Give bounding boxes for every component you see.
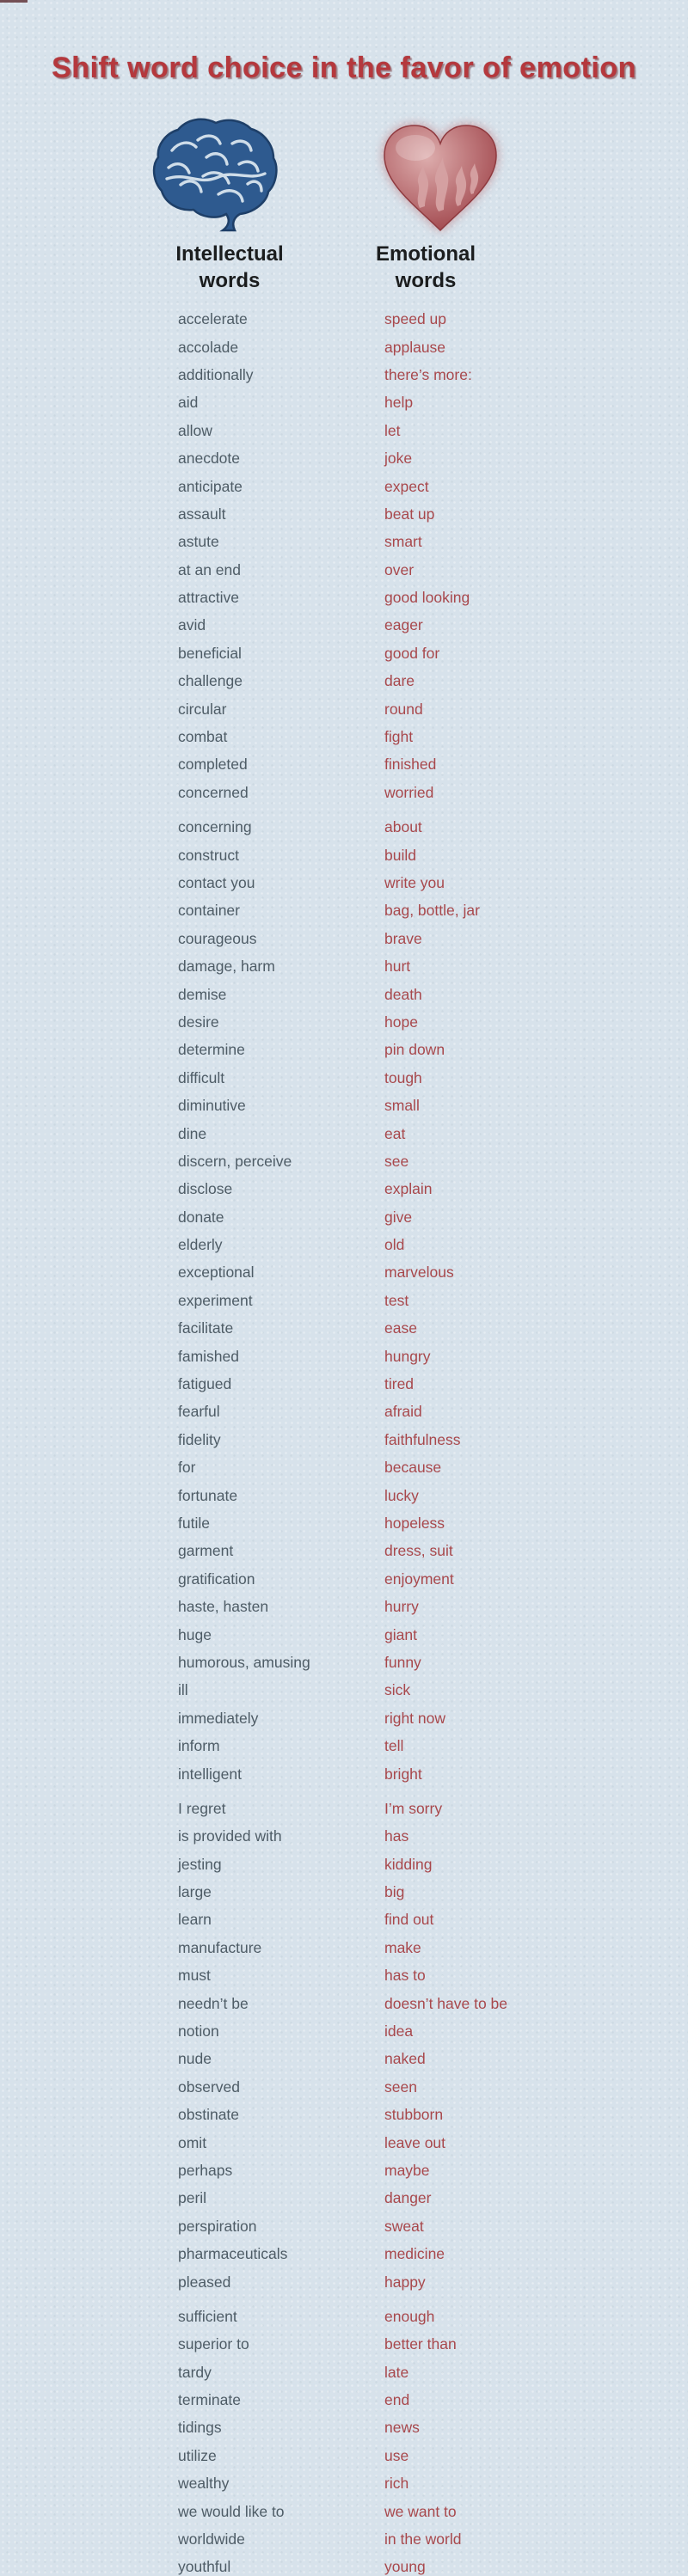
emotional-word: afraid bbox=[384, 1403, 422, 1421]
intellectual-word: nude bbox=[178, 2050, 212, 2068]
emotional-word: make bbox=[384, 1938, 421, 1956]
emotional-word: lucky bbox=[384, 1486, 419, 1504]
table-row bbox=[0, 1509, 688, 1537]
table-row bbox=[0, 2525, 688, 2553]
emotional-word: speed up bbox=[384, 310, 447, 328]
intellectual-word: perspiration bbox=[178, 2217, 257, 2235]
emotional-word: write you bbox=[384, 874, 445, 891]
table-row bbox=[0, 2101, 688, 2128]
table-row bbox=[0, 1989, 688, 2016]
intellectual-word: terminate bbox=[178, 2391, 241, 2409]
intellectual-word: obstinate bbox=[178, 2106, 240, 2124]
intellectual-word: gratification bbox=[178, 1569, 255, 1588]
intellectual-word: famished bbox=[178, 1347, 240, 1365]
table-row bbox=[0, 639, 688, 667]
table-row bbox=[0, 694, 688, 722]
intellectual-word: accolade bbox=[178, 338, 239, 356]
intellectual-word: determine bbox=[178, 1041, 245, 1059]
table-row bbox=[0, 1732, 688, 1759]
emotional-word: eager bbox=[384, 616, 423, 634]
emotional-word: kidding bbox=[384, 1855, 433, 1873]
emotional-word: dare bbox=[384, 672, 415, 690]
table-row bbox=[0, 2497, 688, 2524]
emotional-word: ease bbox=[384, 1319, 417, 1337]
emotional-word: maybe bbox=[384, 2161, 430, 2179]
emotional-word: enjoyment bbox=[384, 1569, 454, 1588]
intellectual-word: circular bbox=[178, 700, 227, 718]
table-row bbox=[0, 1676, 688, 1704]
table-row bbox=[0, 1008, 688, 1036]
intellectual-word: combat bbox=[178, 728, 228, 746]
intellectual-word: jesting bbox=[178, 1855, 222, 1873]
emotional-word: enough bbox=[384, 2307, 435, 2325]
intellectual-word: humorous, amusing bbox=[178, 1653, 310, 1671]
intellectual-header-line2: words bbox=[199, 269, 261, 292]
table-row bbox=[0, 813, 688, 841]
intellectual-word: beneficial bbox=[178, 644, 242, 662]
intellectual-word: exceptional bbox=[178, 1264, 255, 1282]
table-row bbox=[0, 925, 688, 952]
emotional-word: tell bbox=[384, 1737, 404, 1755]
table-row bbox=[0, 1537, 688, 1564]
intellectual-word: ill bbox=[178, 1681, 188, 1699]
table-row bbox=[0, 1426, 688, 1453]
table-row bbox=[0, 869, 688, 896]
table-row bbox=[0, 779, 688, 806]
table-row bbox=[0, 2330, 688, 2358]
emotional-word: applause bbox=[384, 338, 446, 356]
intellectual-word: damage, harm bbox=[178, 958, 275, 976]
emotional-word: worried bbox=[384, 783, 434, 801]
emotional-word: give bbox=[384, 1208, 413, 1226]
scan-artifact bbox=[0, 0, 28, 3]
table-row bbox=[0, 611, 688, 639]
table-row bbox=[0, 472, 688, 499]
emotional-word: medicine bbox=[384, 2245, 445, 2263]
table-row bbox=[0, 2359, 688, 2386]
emotional-word: old bbox=[384, 1236, 405, 1254]
emotional-word: has to bbox=[384, 1967, 426, 1985]
table-row bbox=[0, 952, 688, 980]
table-row bbox=[0, 1565, 688, 1593]
emotional-word: fight bbox=[384, 728, 414, 746]
table-row bbox=[0, 1934, 688, 1961]
table-row bbox=[0, 2553, 688, 2576]
table-row bbox=[0, 1593, 688, 1620]
intellectual-column-header bbox=[126, 241, 333, 294]
emotional-word: doesn’t have to be bbox=[384, 1994, 508, 2012]
table-row bbox=[0, 723, 688, 750]
emotional-word: smart bbox=[384, 533, 422, 551]
table-row bbox=[0, 2073, 688, 2101]
table-row bbox=[0, 1398, 688, 1425]
emotional-word: naked bbox=[384, 2050, 426, 2068]
emotional-word: about bbox=[384, 818, 422, 836]
table-row bbox=[0, 584, 688, 611]
table-row bbox=[0, 1342, 688, 1369]
table-row bbox=[0, 1878, 688, 1906]
emotional-word: small bbox=[384, 1097, 420, 1115]
table-row bbox=[0, 528, 688, 555]
emotional-word: joke bbox=[384, 450, 413, 468]
intellectual-word: haste, hasten bbox=[178, 1598, 269, 1616]
intellectual-word: fatigued bbox=[178, 1375, 232, 1393]
intellectual-word: contact you bbox=[178, 874, 255, 891]
intellectual-word: construct bbox=[178, 846, 239, 864]
emotional-word: funny bbox=[384, 1653, 421, 1671]
table-row bbox=[0, 2469, 688, 2497]
emotional-word: big bbox=[384, 1883, 405, 1901]
table-row bbox=[0, 1064, 688, 1092]
emotional-word: round bbox=[384, 700, 423, 718]
emotional-word: rich bbox=[384, 2475, 409, 2493]
emotional-word: in the world bbox=[384, 2530, 462, 2548]
emotional-word: bag, bottle, jar bbox=[384, 902, 480, 920]
intellectual-word: intelligent bbox=[178, 1765, 242, 1783]
intellectual-word: demise bbox=[178, 985, 227, 1003]
intellectual-word: experiment bbox=[178, 1291, 253, 1309]
table-row bbox=[0, 1822, 688, 1850]
emotional-word: leave out bbox=[384, 2133, 446, 2151]
intellectual-word: must bbox=[178, 1967, 211, 1985]
emotional-word: late bbox=[384, 2363, 409, 2381]
emotional-word: eat bbox=[384, 1124, 406, 1142]
intellectual-word: challenge bbox=[178, 672, 243, 690]
table-row bbox=[0, 2212, 688, 2240]
intellectual-word: courageous bbox=[178, 929, 257, 947]
table-row bbox=[0, 1453, 688, 1481]
intellectual-word: dine bbox=[178, 1124, 207, 1142]
emotional-word: build bbox=[384, 846, 416, 864]
intellectual-word: discern, perceive bbox=[178, 1152, 292, 1170]
table-row bbox=[0, 980, 688, 1007]
intellectual-word: for bbox=[178, 1459, 196, 1477]
table-row bbox=[0, 1092, 688, 1119]
page-title: Shift word choice in the favor of emotion bbox=[52, 52, 636, 84]
table-row bbox=[0, 1850, 688, 1877]
emotional-word: beat up bbox=[384, 505, 435, 523]
emotional-word: I’m sorry bbox=[384, 1799, 443, 1817]
emotional-word: use bbox=[384, 2446, 409, 2464]
intellectual-word: pharmaceuticals bbox=[178, 2245, 288, 2263]
intellectual-word: garment bbox=[178, 1542, 234, 1560]
intellectual-word: aid bbox=[178, 394, 199, 412]
table-row bbox=[0, 2267, 688, 2295]
table-row bbox=[0, 2414, 688, 2441]
emotional-word: expect bbox=[384, 477, 429, 495]
table-row bbox=[0, 750, 688, 778]
emotional-word: idea bbox=[384, 2022, 414, 2041]
intellectual-word: superior to bbox=[178, 2335, 249, 2353]
emotional-word: pin down bbox=[384, 1041, 445, 1059]
emotional-word: tough bbox=[384, 1068, 422, 1086]
intellectual-word: fearful bbox=[178, 1403, 220, 1421]
emotional-word: dress, suit bbox=[384, 1542, 453, 1560]
intellectual-word: peril bbox=[178, 2189, 207, 2207]
intellectual-word: is provided with bbox=[178, 1827, 282, 1845]
intellectual-word: facilitate bbox=[178, 1319, 234, 1337]
table-row bbox=[0, 1287, 688, 1314]
emotional-word: faithfulness bbox=[384, 1430, 461, 1448]
emotional-word: good for bbox=[384, 644, 440, 662]
intellectual-word: additionally bbox=[178, 365, 254, 383]
table-row bbox=[0, 500, 688, 528]
intellectual-word: notion bbox=[178, 2022, 219, 2041]
intellectual-word: inform bbox=[178, 1737, 220, 1755]
emotional-word: has bbox=[384, 1827, 409, 1845]
intellectual-word: sufficient bbox=[178, 2307, 237, 2325]
intellectual-word: we would like to bbox=[178, 2502, 285, 2520]
intellectual-word: perhaps bbox=[178, 2161, 233, 2179]
intellectual-word: tardy bbox=[178, 2363, 212, 2381]
intellectual-word: anticipate bbox=[178, 477, 243, 495]
emotional-word: over bbox=[384, 560, 415, 578]
intellectual-word: at an end bbox=[178, 560, 241, 578]
emotional-word: help bbox=[384, 394, 414, 412]
intellectual-word: attractive bbox=[178, 589, 239, 607]
intellectual-word: manufacture bbox=[178, 1938, 262, 1956]
emotional-header-line1: Emotional bbox=[375, 242, 476, 266]
emotional-word: good looking bbox=[384, 589, 470, 607]
emotional-word: sweat bbox=[384, 2217, 424, 2235]
intellectual-header-line1: Intellectual bbox=[175, 242, 284, 266]
intellectual-word: huge bbox=[178, 1625, 212, 1643]
emotional-header-line2: words bbox=[395, 269, 457, 292]
table-row bbox=[0, 1036, 688, 1063]
intellectual-word: difficult bbox=[178, 1068, 225, 1086]
intellectual-word: fortunate bbox=[178, 1486, 238, 1504]
intellectual-word: youthful bbox=[178, 2558, 231, 2576]
table-row bbox=[0, 389, 688, 416]
emotional-word: young bbox=[384, 2558, 426, 2576]
table-row bbox=[0, 361, 688, 389]
intellectual-word: fidelity bbox=[178, 1430, 221, 1448]
intellectual-word: large bbox=[178, 1883, 212, 1901]
emotional-word: better than bbox=[384, 2335, 457, 2353]
table-row bbox=[0, 1231, 688, 1258]
emotional-word: test bbox=[384, 1291, 409, 1309]
table-row bbox=[0, 1481, 688, 1508]
intellectual-word: immediately bbox=[178, 1709, 259, 1727]
table-row bbox=[0, 1370, 688, 1398]
intellectual-word: completed bbox=[178, 756, 248, 774]
emotional-word: stubborn bbox=[384, 2106, 444, 2124]
emotional-word: danger bbox=[384, 2189, 432, 2207]
intellectual-word: elderly bbox=[178, 1236, 223, 1254]
table-row bbox=[0, 1759, 688, 1787]
intellectual-word: omit bbox=[178, 2133, 207, 2151]
emotional-word: news bbox=[384, 2419, 420, 2437]
table-row bbox=[0, 1704, 688, 1732]
table-row bbox=[0, 417, 688, 444]
emotional-word: end bbox=[384, 2391, 410, 2409]
intellectual-word: concerned bbox=[178, 783, 249, 801]
emotional-word: hopeless bbox=[384, 1514, 445, 1532]
emotional-word: sick bbox=[384, 1681, 411, 1699]
intellectual-word: utilize bbox=[178, 2446, 217, 2464]
emotional-word: happy bbox=[384, 2273, 426, 2291]
emotional-word: see bbox=[384, 1152, 409, 1170]
table-row bbox=[0, 2045, 688, 2072]
brain-icon bbox=[146, 115, 286, 236]
intellectual-word: accelerate bbox=[178, 310, 248, 328]
emotional-column-header bbox=[322, 241, 529, 294]
intellectual-word: I regret bbox=[178, 1799, 226, 1817]
emotional-word: let bbox=[384, 421, 401, 439]
flaming-heart-icon bbox=[375, 119, 506, 237]
intellectual-word: learn bbox=[178, 1911, 212, 1929]
table-row bbox=[0, 444, 688, 472]
table-row bbox=[0, 2157, 688, 2184]
intellectual-word: diminutive bbox=[178, 1097, 246, 1115]
table-row bbox=[0, 2303, 688, 2330]
intellectual-word: assault bbox=[178, 505, 226, 523]
emotional-word: giant bbox=[384, 1625, 417, 1643]
emotional-word: there’s more: bbox=[384, 365, 472, 383]
table-row bbox=[0, 896, 688, 924]
table-row bbox=[0, 2386, 688, 2414]
intellectual-word: tidings bbox=[178, 2419, 222, 2437]
emotional-word: brave bbox=[384, 929, 422, 947]
emotional-word: we want to bbox=[384, 2502, 457, 2520]
intellectual-word: anecdote bbox=[178, 450, 241, 468]
table-row bbox=[0, 1961, 688, 1989]
intellectual-word: donate bbox=[178, 1208, 224, 1226]
table-row bbox=[0, 1314, 688, 1342]
table-row bbox=[0, 2184, 688, 2212]
table-row bbox=[0, 2240, 688, 2267]
table-row bbox=[0, 2017, 688, 2045]
intellectual-word: desire bbox=[178, 1013, 219, 1031]
emotional-word: hurt bbox=[384, 958, 411, 976]
emotional-word: death bbox=[384, 985, 422, 1003]
emotional-word: find out bbox=[384, 1911, 434, 1929]
emotional-word: bright bbox=[384, 1765, 422, 1783]
intellectual-word: futile bbox=[178, 1514, 210, 1532]
emotional-word: hurry bbox=[384, 1598, 419, 1616]
table-row bbox=[0, 1147, 688, 1175]
table-row bbox=[0, 1620, 688, 1648]
table-row bbox=[0, 667, 688, 694]
emotional-word: hungry bbox=[384, 1347, 431, 1365]
intellectual-word: allow bbox=[178, 421, 212, 439]
emotional-word: explain bbox=[384, 1180, 433, 1198]
emotional-word: marvelous bbox=[384, 1264, 454, 1282]
table-row bbox=[0, 556, 688, 584]
intellectual-word: worldwide bbox=[178, 2530, 245, 2548]
table-row bbox=[0, 1795, 688, 1822]
table-row bbox=[0, 1175, 688, 1202]
table-row bbox=[0, 2128, 688, 2156]
table-row bbox=[0, 1258, 688, 1286]
table-row bbox=[0, 1119, 688, 1147]
intellectual-word: astute bbox=[178, 533, 219, 551]
emotional-word: finished bbox=[384, 756, 437, 774]
intellectual-word: pleased bbox=[178, 2273, 231, 2291]
table-row bbox=[0, 333, 688, 360]
emotional-word: right now bbox=[384, 1709, 446, 1727]
table-row bbox=[0, 2442, 688, 2469]
intellectual-word: disclose bbox=[178, 1180, 233, 1198]
intellectual-word: observed bbox=[178, 2077, 240, 2096]
intellectual-word: container bbox=[178, 902, 240, 920]
table-row bbox=[0, 1649, 688, 1676]
table-row bbox=[0, 305, 688, 333]
emotional-word: because bbox=[384, 1459, 442, 1477]
emotional-word: tired bbox=[384, 1375, 415, 1393]
intellectual-word: wealthy bbox=[178, 2475, 230, 2493]
emotional-word: seen bbox=[384, 2077, 417, 2096]
intellectual-word: concerning bbox=[178, 818, 252, 836]
intellectual-word: needn’t be bbox=[178, 1994, 249, 2012]
emotional-word: hope bbox=[384, 1013, 418, 1031]
table-row bbox=[0, 1203, 688, 1231]
table-row bbox=[0, 841, 688, 868]
word-table bbox=[0, 305, 688, 2576]
intellectual-word: avid bbox=[178, 616, 206, 634]
table-row bbox=[0, 1906, 688, 1933]
